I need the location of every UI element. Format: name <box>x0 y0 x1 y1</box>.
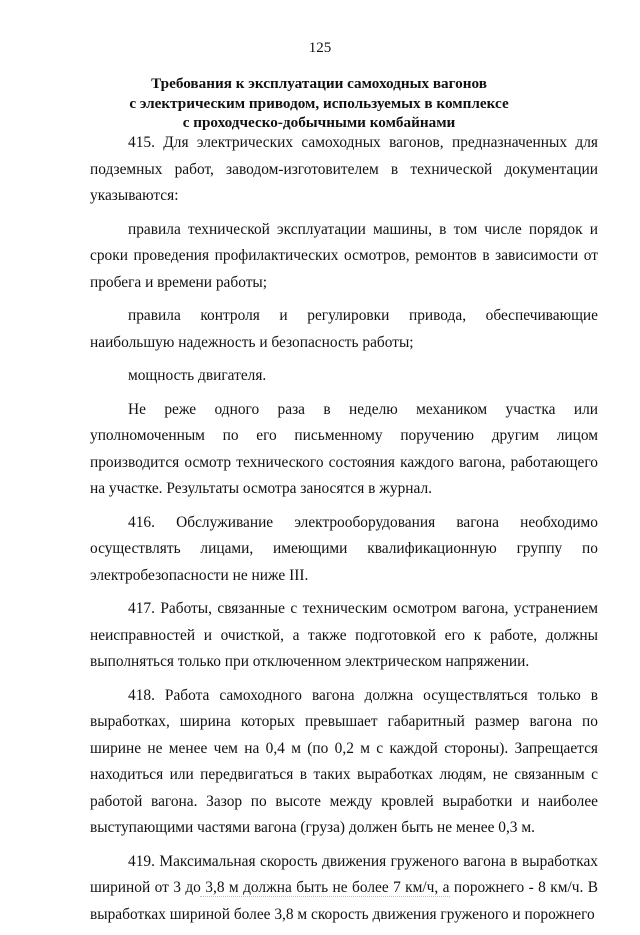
document-body <box>90 130 598 935</box>
paragraph-weekly-inspection: Не реже одного раза в неделю механиком участка или уполномоченным по его письменному поручению другим лицом производится осмотр технического состояния каждого вагона, работающего на участке. Результаты осмотра заносятся в журнал. <box>90 400 598 497</box>
section-title-line: Требования к эксплуатации самоходных вагонов <box>151 75 487 92</box>
paragraph-drive-control-rules: правила контроля и регулировки привода, обеспечивающие наибольшую надежность и безопасность работы; <box>90 307 598 351</box>
page-number: 125 <box>308 40 332 56</box>
scan-artifact-line <box>200 896 450 897</box>
paragraph-418: 418. Работа самоходного вагона должна осуществляться только в выработках, ширина которых превышает габаритный размер вагона по ширине не менее чем на 0,4 м (по 0,2 м с каждой стороны). Запрещается находиться или передвигаться в таких выработках людям, не связанным с работой вагона. Зазор по высоте между кровлей выработки и наиболее выступающими частями вагона (груза) должен быть не менее 0,3 м. <box>90 686 598 836</box>
paragraph-417: 417. Работы, связанные с техническим осмотром вагона, устранением неисправностей и очисткой, а также подготовкой его к работе, должны выполняться только при отключенном электрическом напряжении. <box>90 600 598 670</box>
paragraph-engine-power: мощность двигателя. <box>128 367 267 384</box>
paragraph-415-intro: 415. Для электрических самоходных вагонов, предназначенных для подземных работ, заводом-изготовителем в технической документации указываются: <box>90 134 598 204</box>
section-title-line: с электрическим приводом, используемых в комплексе <box>129 94 509 112</box>
section-title-line: с проходческо-добычными комбайнами <box>182 114 456 131</box>
paragraph-416: 416. Обслуживание электрооборудования вагона необходимо осуществлять лицами, имеющими квалификационную группу по электробезопасности не ниже III. <box>90 513 598 584</box>
paragraph-419: 419. Максимальная скорость движения груженого вагона в выработках шириной от 3 до 3,8 м должна быть не более 7 км/ч, а порожнего - 8 км/ч. В выработках шириной более 3,8 м скорость движения груженого и порожнего <box>90 852 598 923</box>
paragraph-operation-rules: правила технической эксплуатации машины, в том числе порядок и сроки проведения профилактических осмотров, ремонтов в зависимости от пробега и времени работы; <box>90 220 598 291</box>
section-title <box>80 74 558 133</box>
